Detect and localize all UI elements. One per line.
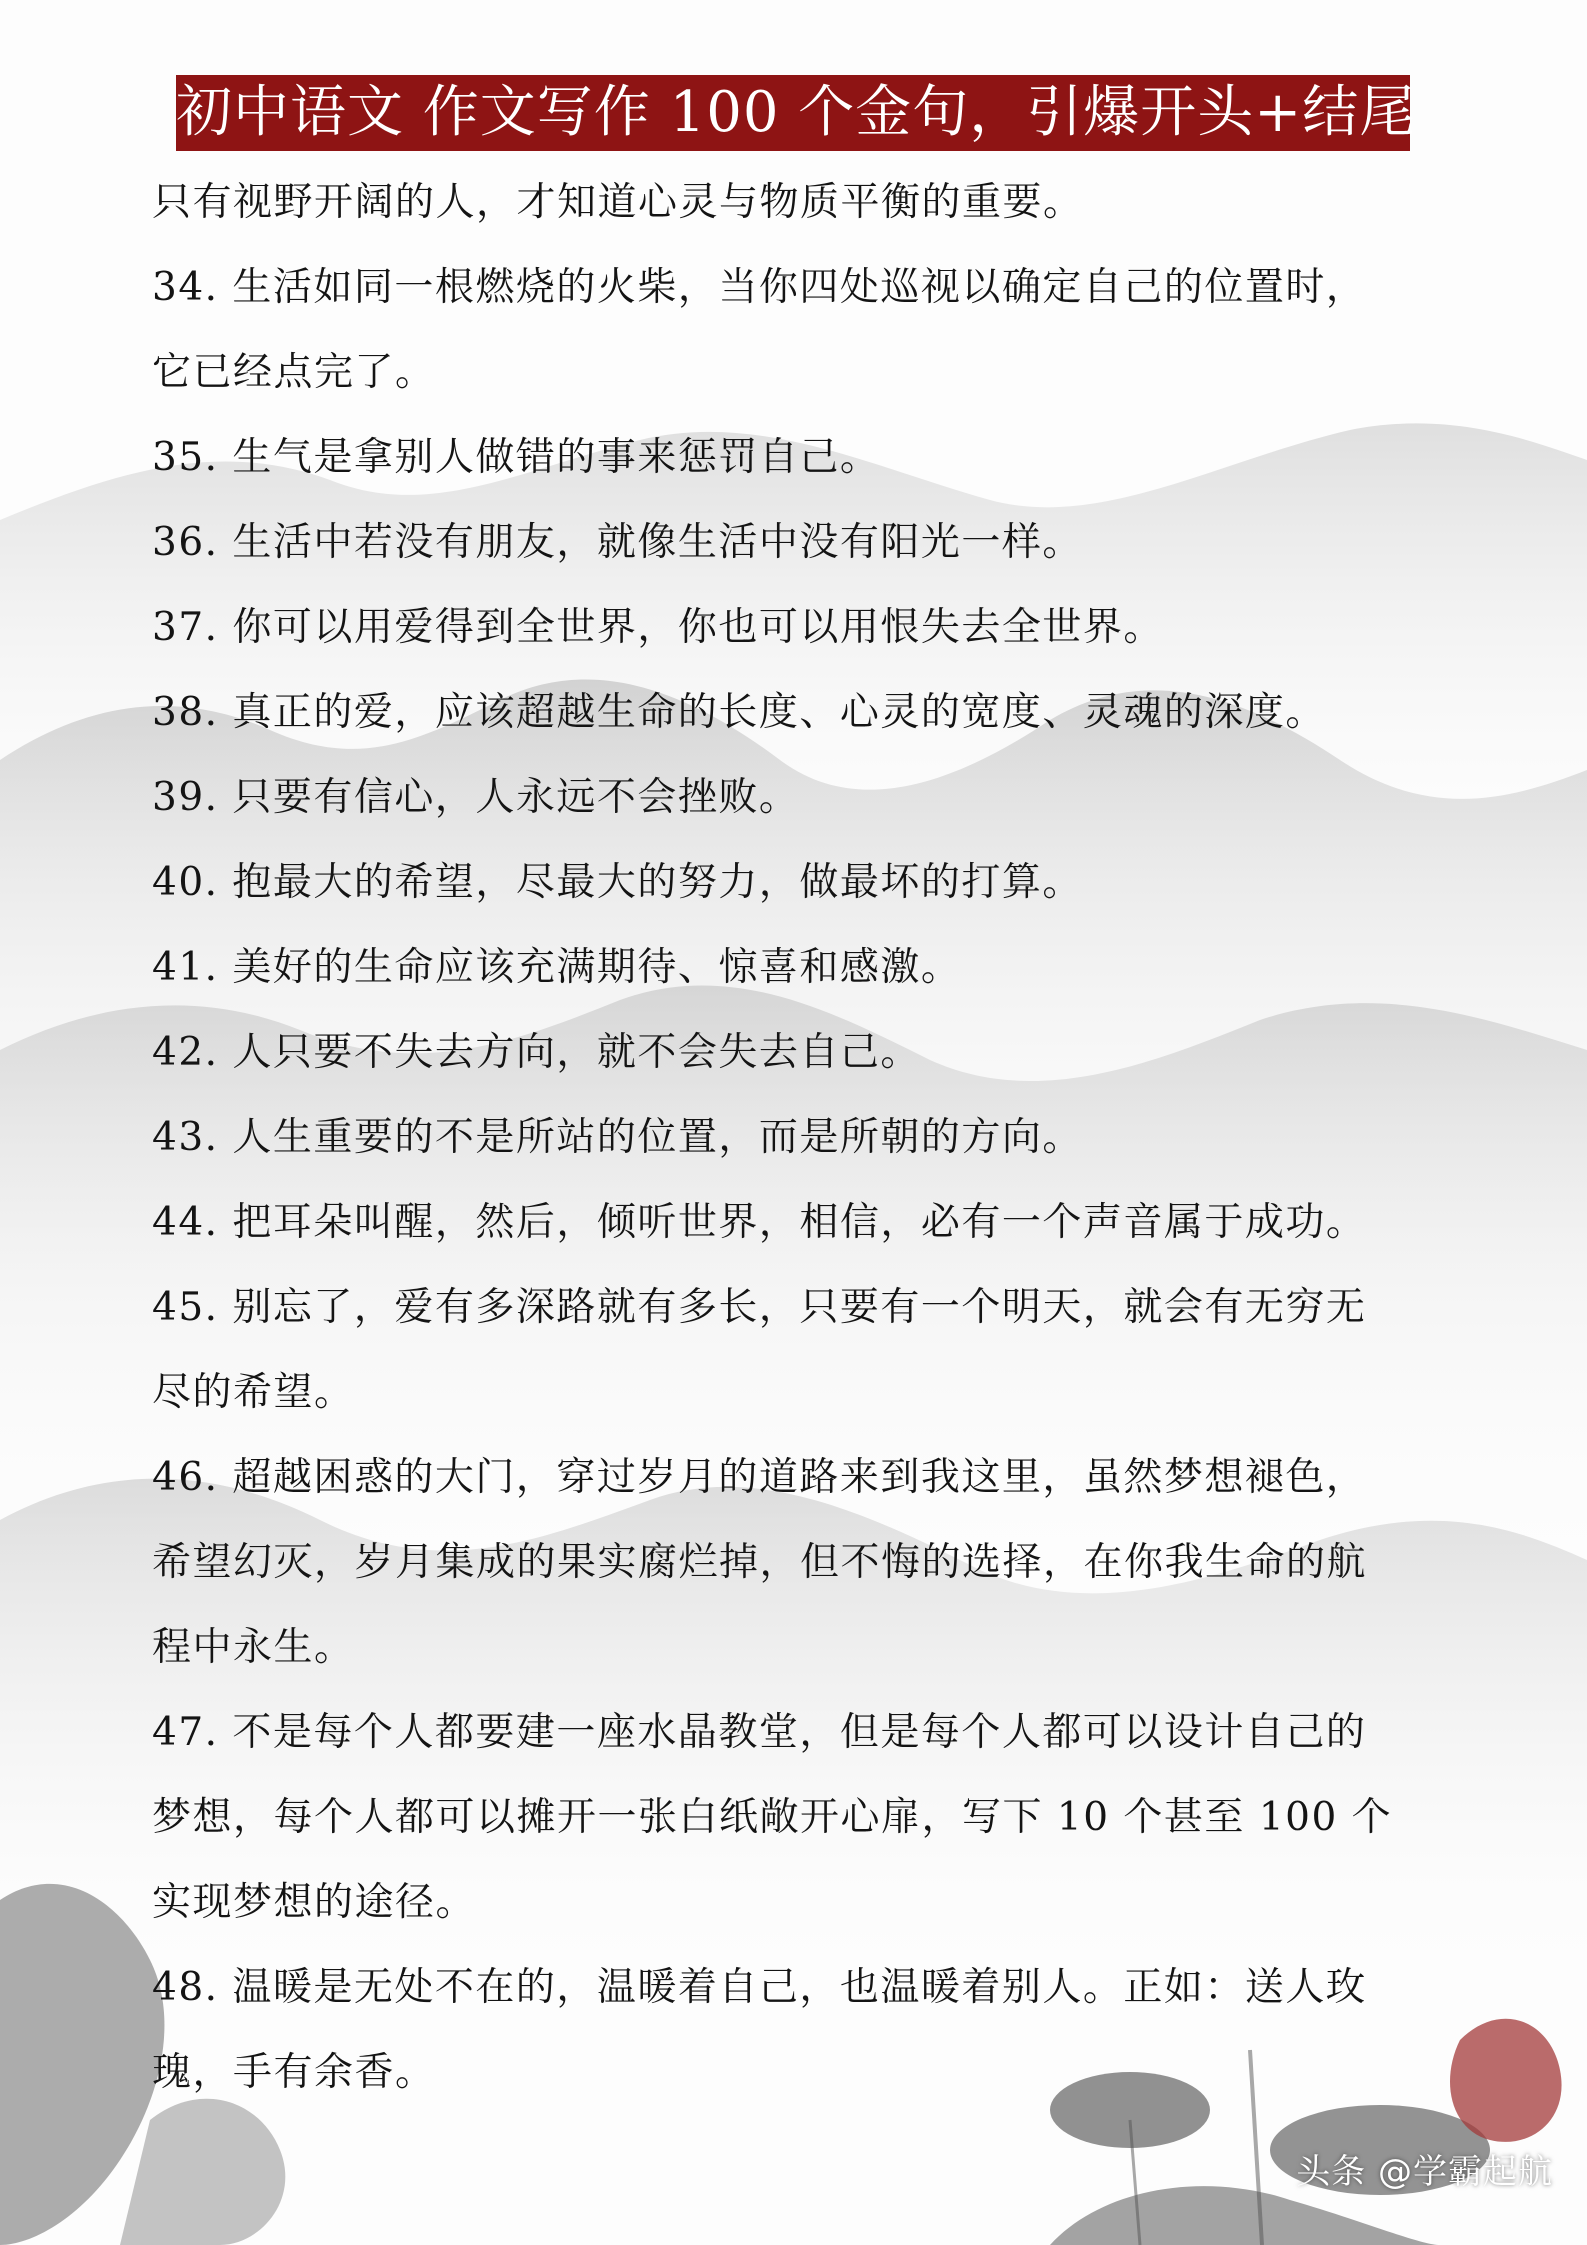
quote-line: 程中永生。 [152,1625,355,1670]
quote-line: 39. 只要有信心，人永远不会挫败。 [152,775,800,820]
quote-line: 梦想，每个人都可以摊开一张白纸敞开心扉，写下 10 个甚至 100 个 [152,1795,1393,1840]
quote-line: 48. 温暖是无处不在的，温暖着自己，也温暖着别人。正如：送人玫 [152,1965,1367,2010]
quote-line: 47. 不是每个人都要建一座水晶教堂，但是每个人都可以设计自己的 [152,1710,1367,1755]
quote-line: 瑰，手有余香。 [152,2050,436,2095]
quote-line: 34. 生活如同一根燃烧的火柴，当你四处巡视以确定自己的位置时， [152,265,1367,310]
quote-line: 只有视野开阔的人，才知道心灵与物质平衡的重要。 [152,180,1084,225]
quote-line: 35. 生气是拿别人做错的事来惩罚自己。 [152,435,881,480]
quote-line: 44. 把耳朵叫醒，然后，倾听世界，相信，必有一个声音属于成功。 [152,1200,1367,1245]
quote-line: 尽的希望。 [152,1370,355,1415]
quote-line: 46. 超越困惑的大门，穿过岁月的道路来到我这里，虽然梦想褪色， [152,1455,1367,1500]
quote-line: 37. 你可以用爱得到全世界，你也可以用恨失去全世界。 [152,605,1164,650]
quote-line: 43. 人生重要的不是所站的位置，而是所朝的方向。 [152,1115,1083,1160]
page-title: 初中语文 作文写作 100 个金句，引爆开头+结尾 [176,75,1410,151]
quote-line: 它已经点完了。 [152,350,436,395]
quote-line: 40. 抱最大的希望，尽最大的努力，做最坏的打算。 [152,860,1083,905]
quote-line: 38. 真正的爱，应该超越生命的长度、心灵的宽度、灵魂的深度。 [152,690,1326,735]
watermark: 头条 @学霸起航 [1296,2152,1553,2192]
quote-line: 42. 人只要不失去方向，就不会失去自己。 [152,1030,921,1075]
quote-line: 36. 生活中若没有朋友，就像生活中没有阳光一样。 [152,520,1083,565]
quote-line: 41. 美好的生命应该充满期待、惊喜和感激。 [152,945,962,990]
quote-list [152,160,1442,2115]
quote-line: 希望幻灭，岁月集成的果实腐烂掉，但不悔的选择，在你我生命的航 [152,1540,1368,1585]
quote-line: 实现梦想的途径。 [152,1880,477,1925]
quote-line: 45. 别忘了，爱有多深路就有多长，只要有一个明天，就会有无穷无 [152,1285,1367,1330]
